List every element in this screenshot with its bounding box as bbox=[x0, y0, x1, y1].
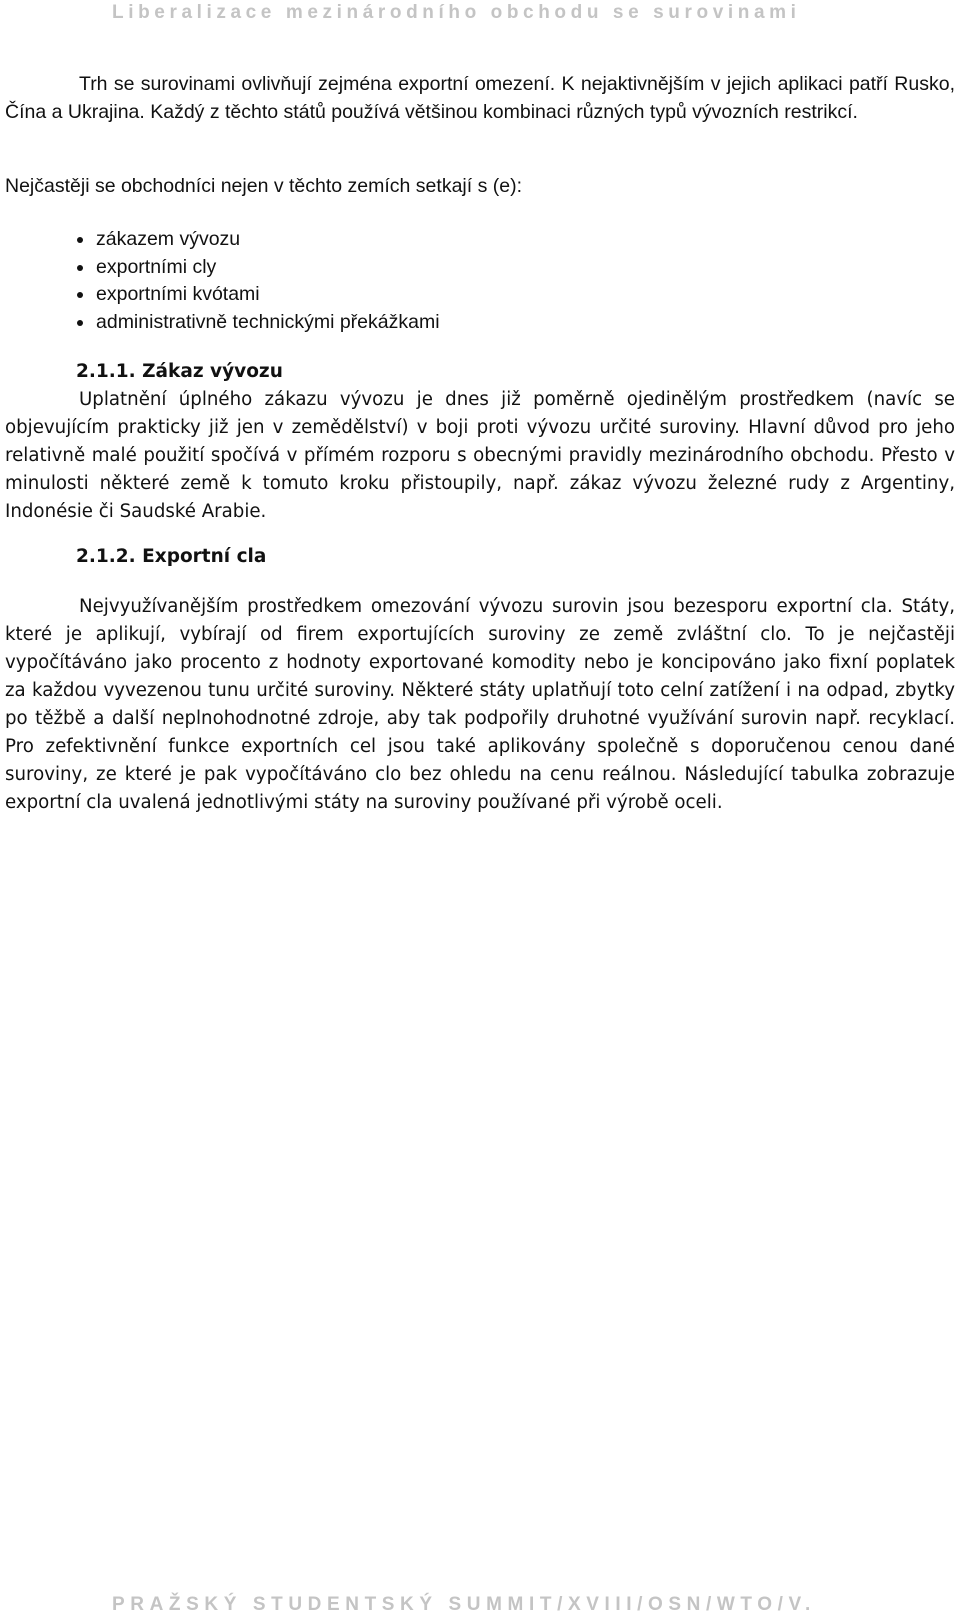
export-duties-paragraph: Nejvyužívanějším prostředkem omezování vývozu surovin jsou bezesporu exportní cla. Státy, které je aplikují, vybírají od firem exportujících suroviny ze země zvláštní clo. To je nejčastěji vypočítáváno jako procento z hodnoty exportované komodity nebo je koncipováno jako fixní poplatek za každou vyvezenou tunu určité suroviny. Některé státy uplatňují toto celní zatížení i na odpad, zbytky po těžbě a další neplnohodnotné zdroje, aby tak podpořily druhotné využívání surovin např. recyklací. Pro zefektivnění funkce exportních cel jsou také aplikovány společně s doporučenou cenou dané suroviny, ze které je pak vypočítáváno clo bez ohledu na cenu reálnou. Následující tabulka zobrazuje exportní cla uvalená jednotlivými státy na suroviny používané při výrobě oceli. bbox=[5, 596, 955, 813]
running-footer: PRAŽSKÝ STUDENTSKÝ SUMMIT/XVIII/OSN/WTO/V. bbox=[112, 1594, 816, 1615]
list-intro: Nejčastěji se obchodníci nejen v těchto zemích setkají s (e): bbox=[5, 175, 522, 197]
section-heading-export-ban: 2.1.1. Zákaz vývozu bbox=[76, 361, 283, 382]
section-heading-export-duties: 2.1.2. Exportní cla bbox=[76, 546, 267, 567]
list-item: zákazem vývozu bbox=[76, 226, 440, 254]
export-ban-paragraph: Uplatnění úplného zákazu vývozu je dnes již poměrně ojedinělým prostředkem (navíc se objevujícím prakticky již jen v zemědělství) v boji proti vývozu určité suroviny. Hlavní důvod pro jeho relativně malé použití spočívá v přímém rozporu s obecnými pravidly mezinárodního obchodu. Přesto v minulosti některé země k tomuto kroku přistoupily, např. zákaz vývozu železné rudy z Argentiny, Indonésie či Saudské Arabie. bbox=[5, 389, 955, 522]
list-item: administrativně technickými překážkami bbox=[76, 309, 440, 337]
intro-paragraph: Trh se surovinami ovlivňují zejména exportní omezení. K nejaktivnějším v jejich aplikaci patří Rusko, Čína a Ukrajina. Každý z těchto států používá většinou kombinaci různých typů vývozních restrikcí. bbox=[5, 73, 955, 123]
running-header: Liberalizace mezinárodního obchodu se surovinami bbox=[112, 2, 801, 23]
list-item: exportními kvótami bbox=[76, 281, 440, 309]
list-item: exportními cly bbox=[76, 254, 440, 282]
restriction-types-list bbox=[76, 226, 440, 336]
